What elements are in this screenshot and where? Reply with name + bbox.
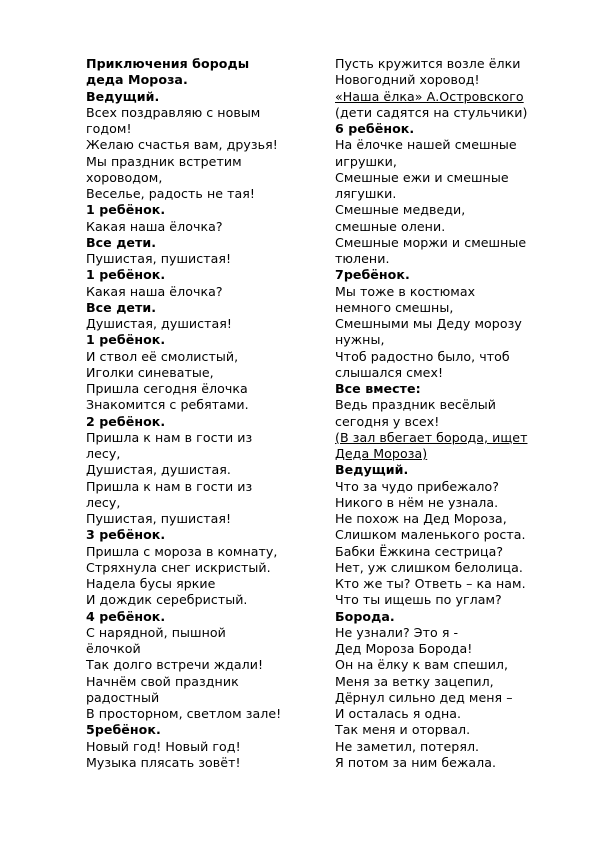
right-line: Он на ёлку к вам спешил,	[335, 657, 509, 673]
left-line: Знакомится с ребятами.	[86, 397, 249, 413]
right-line: смешные олени.	[335, 218, 446, 234]
left-heading: Ведущий.	[86, 88, 160, 104]
right-line: Меня за ветку зацепил,	[335, 673, 494, 689]
right-line: Чтоб радостно было, чтоб	[335, 348, 510, 364]
right-line: Бабки Ёжкина сестрица?	[335, 543, 504, 559]
right-heading: 6 ребёнок.	[335, 121, 415, 136]
left-line: Душистая, душистая.	[86, 462, 231, 478]
left-line: Пришла с мороза в комнату,	[86, 543, 278, 559]
left-line: годом!	[86, 121, 132, 136]
right-line: нужны,	[335, 332, 385, 348]
left-line: Какая наша ёлочка?	[86, 283, 223, 299]
left-heading: 1 ребёнок.	[86, 332, 166, 348]
right-line: Ведь праздник весёлый	[335, 397, 496, 413]
left-line: С нарядной, пышной	[86, 624, 226, 640]
right-line: Смешные моржи и смешные	[335, 234, 527, 250]
left-heading: 5ребёнок.	[86, 722, 161, 738]
left-heading: 2 ребёнок.	[86, 413, 166, 429]
right-heading: Ведущий.	[335, 462, 409, 478]
left-line: Пришла сегодня ёлочка	[86, 381, 248, 396]
left-text-column	[86, 56, 311, 771]
left-line: Стряхнула снег искристый.	[86, 559, 271, 575]
right-line: игрушки,	[335, 153, 397, 169]
left-line: Начнём свой праздник	[86, 673, 239, 689]
right-line: Никого в нём не узнала.	[335, 494, 499, 510]
left-heading: 1 ребёнок.	[86, 267, 166, 283]
left-line: Мы праздник встретим	[86, 153, 242, 169]
left-line: Всех поздравляю с новым	[86, 104, 261, 120]
right-line: слышался смех!	[335, 364, 444, 380]
left-line: ёлочкой	[86, 641, 141, 656]
right-line: Мы тоже в костюмах	[335, 283, 476, 299]
right-line: Смешными мы Деду морозу	[335, 316, 522, 331]
right-line: Слишком маленького роста.	[335, 527, 526, 543]
left-heading: 1 ребёнок.	[86, 202, 166, 218]
right-line: лягушки.	[335, 186, 397, 201]
right-line: Не похож на Дед Мороза,	[335, 511, 507, 526]
left-line: Душистая, душистая!	[86, 316, 232, 331]
left-line: Пушистая, пушистая!	[86, 511, 232, 526]
right-line: Смешные медведи,	[335, 202, 466, 218]
left-line: Пушистая, пушистая!	[86, 251, 232, 266]
left-line: лесу,	[86, 494, 121, 510]
right-heading: Борода.	[335, 608, 395, 624]
right-line: тюлени.	[335, 251, 390, 266]
right-line: Нет, уж слишком белолица.	[335, 559, 523, 575]
right-line: Смешные ежи и смешные	[335, 169, 509, 185]
left-line: хороводом,	[86, 169, 163, 185]
left-heading: 4 ребёнок.	[86, 608, 166, 624]
left-line: лесу,	[86, 446, 121, 461]
left-line: Желаю счастья вам, друзья!	[86, 137, 278, 153]
right-underlined-line: (В зал вбегает борода, ищет	[335, 429, 528, 445]
left-line: В просторном, светлом зале!	[86, 706, 282, 721]
left-line: И ствол её смолистый,	[86, 348, 239, 364]
right-line: Что за чудо прибежало?	[335, 478, 499, 494]
right-line: Пусть кружится возле ёлки	[335, 56, 521, 71]
right-line: Новогодний хоровод!	[335, 72, 480, 88]
right-line: На ёлочке нашей смешные	[335, 137, 517, 153]
left-heading: 3 ребёнок.	[86, 527, 166, 543]
left-line: Новый год! Новый год!	[86, 738, 241, 754]
left-line: Пришла к нам в гости из	[86, 429, 253, 445]
right-line: сегодня у всех!	[335, 413, 440, 429]
left-heading: Все дети.	[86, 234, 157, 250]
left-line: радостный	[86, 689, 160, 705]
right-heading: Все вместе:	[335, 381, 421, 396]
left-heading: Приключения бороды	[86, 56, 250, 71]
right-line: Не заметил, потерял.	[335, 738, 480, 754]
left-line: Надела бусы яркие	[86, 576, 216, 591]
left-line: Музыка плясать зовёт!	[86, 754, 241, 770]
right-line: Дед Мороза Борода!	[335, 641, 473, 656]
left-line: Иголки синеватые,	[86, 364, 214, 380]
left-heading: деда Мороза.	[86, 72, 188, 88]
left-line: Пришла к нам в гости из	[86, 478, 253, 494]
right-line: Дёрнул сильно дед меня –	[335, 689, 513, 705]
right-heading: 7ребёнок.	[335, 267, 410, 283]
right-line: Что ты ищешь по углам?	[335, 592, 502, 608]
left-line: И дождик серебристый.	[86, 592, 248, 608]
right-line: (дети садятся на стульчики)	[335, 104, 528, 120]
right-underlined-line: Деда Мороза)	[335, 446, 428, 461]
left-heading: Все дети.	[86, 299, 157, 315]
left-line: Какая наша ёлочка?	[86, 218, 223, 234]
left-line: Так долго встречи ждали!	[86, 657, 264, 673]
right-line: Я потом за ним бежала.	[335, 754, 497, 770]
right-line: Так меня и оторвал.	[335, 722, 471, 738]
right-line: Кто же ты? Ответь – ка нам.	[335, 576, 526, 591]
right-underlined-line: «Наша ёлка» А.Островского	[335, 88, 524, 104]
right-line: Не узнали? Это я -	[335, 624, 459, 640]
right-text-column	[335, 56, 565, 771]
right-line: И осталась я одна.	[335, 706, 462, 721]
left-line: Веселье, радость не тая!	[86, 186, 255, 201]
right-line: немного смешны,	[335, 299, 454, 315]
